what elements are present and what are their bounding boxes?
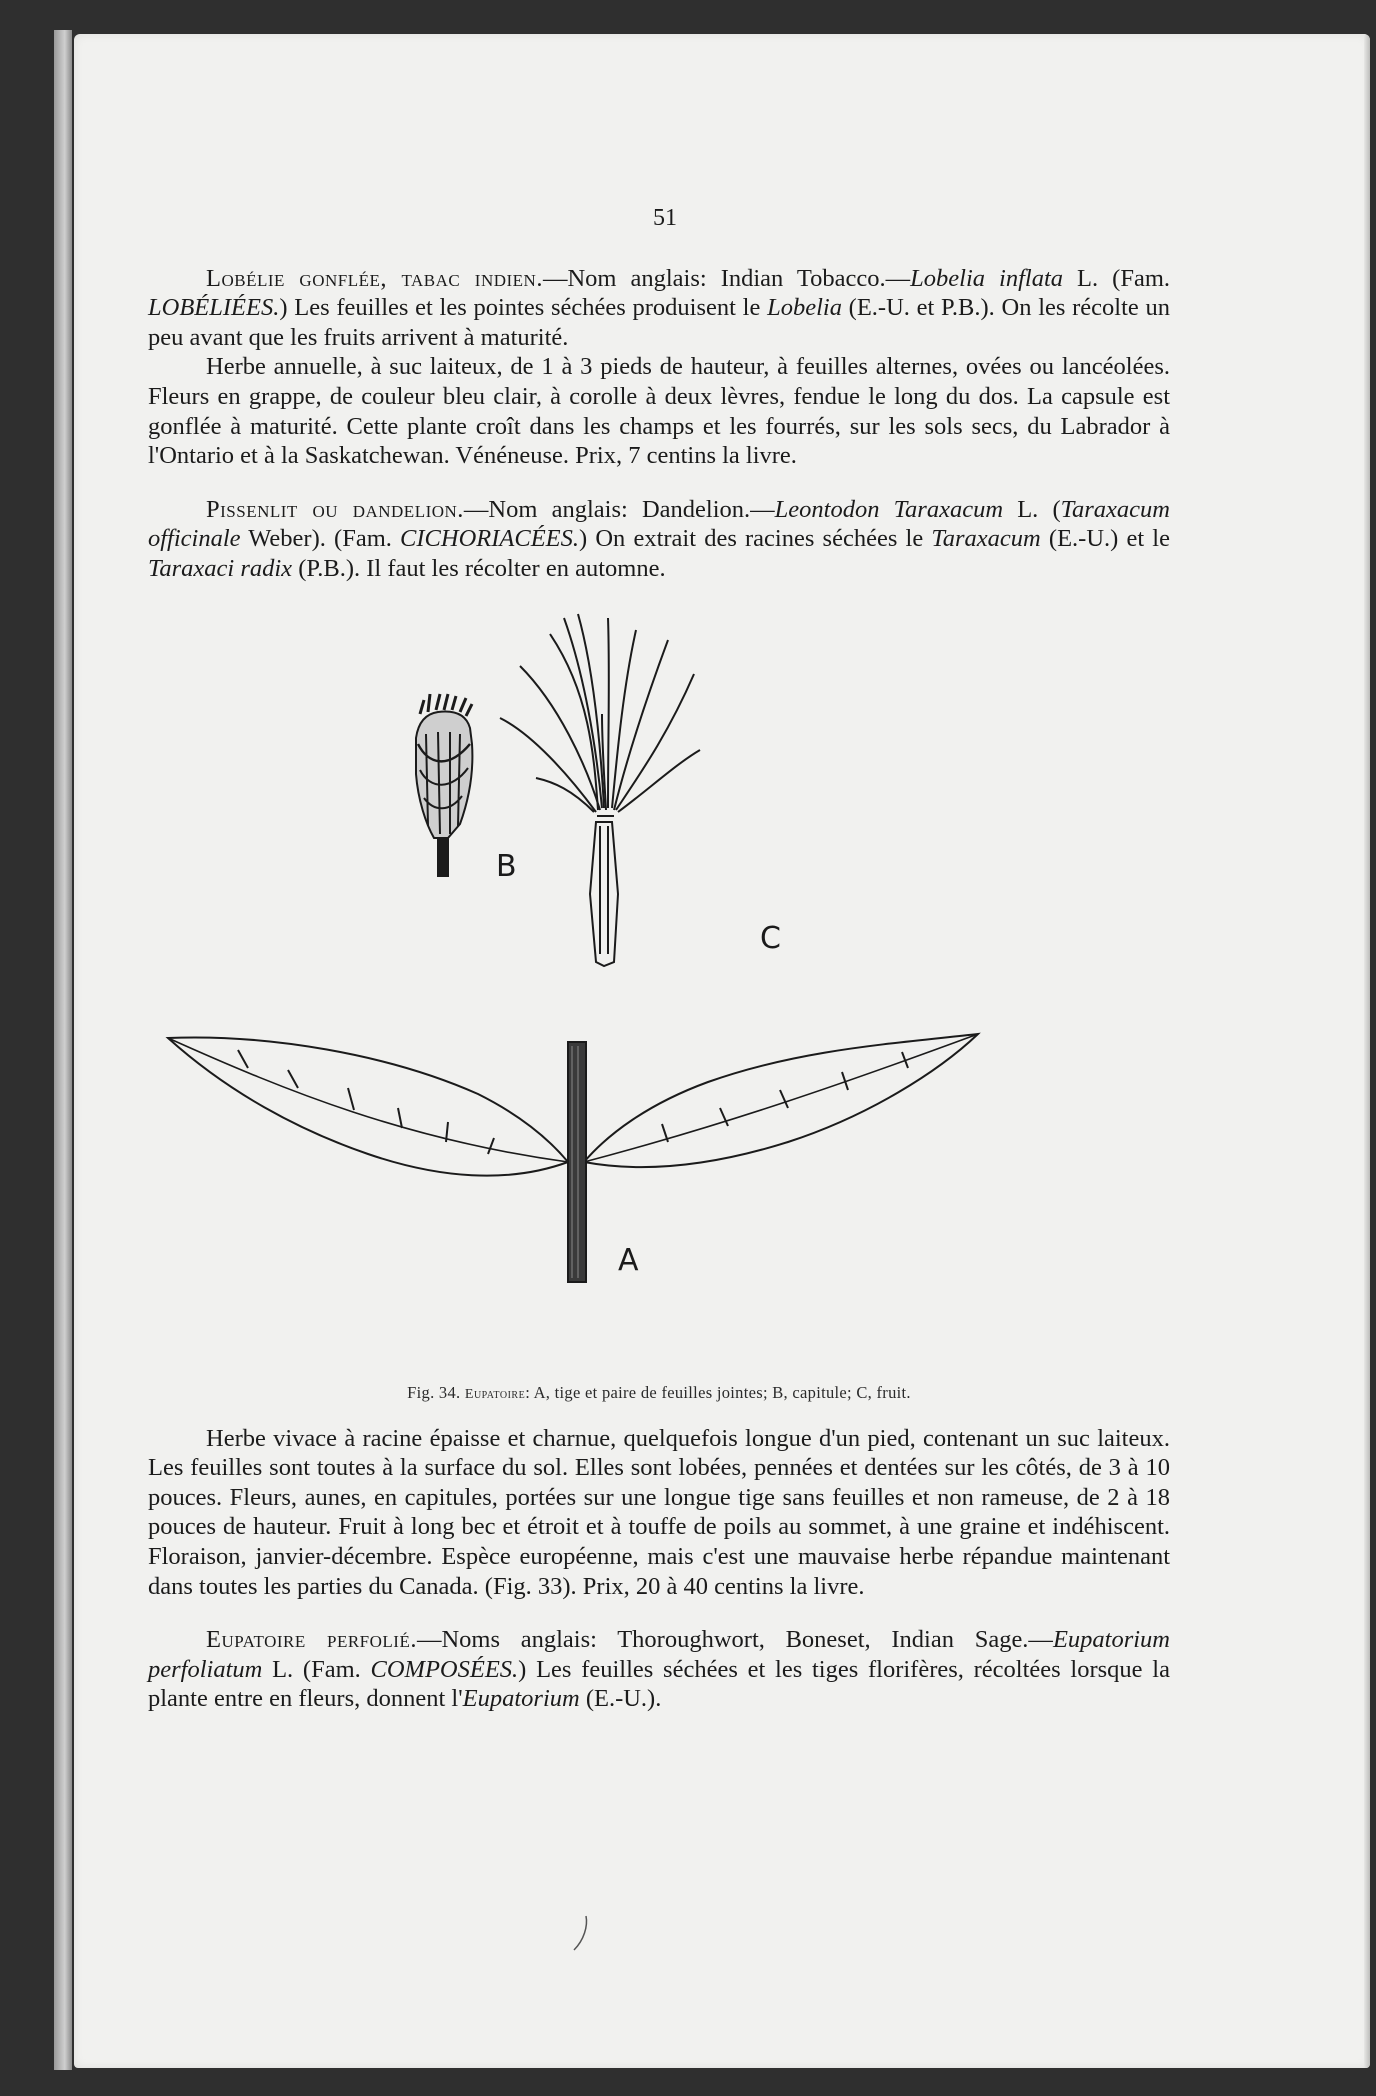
caption-text: : A, tige et paire de feuilles jointes; B, capitule; C, fruit. bbox=[525, 1382, 911, 1402]
figure-34 bbox=[148, 594, 1170, 1424]
eupatoire-text-1: —Noms anglais: Thoroughwort, Boneset, Indian Sage.— bbox=[416, 1626, 1053, 1654]
eupatoire-text-3: ) Les feuilles séchées et les tiges florifères, récoltées lorsque la plante entre en fleurs, donnent l' bbox=[148, 1655, 1170, 1713]
lobelie-latin-2: Lobelia bbox=[767, 294, 842, 322]
eupatoire-text-2: L. (Fam. bbox=[262, 1655, 371, 1683]
page-content bbox=[148, 204, 1170, 1714]
figure-caption bbox=[148, 1378, 1170, 1410]
fruit-illustration bbox=[500, 614, 700, 966]
eupatoire-latin-1: Eupatorium perfoliatum bbox=[148, 1626, 1170, 1683]
book-binding bbox=[54, 30, 72, 2070]
botanical-illustration bbox=[148, 594, 1170, 1424]
pissenlit-title: Pissenlit ou dandelion. bbox=[206, 495, 464, 523]
lobelie-text-4: (E.-U. et P.B.). On les récolte un peu avant que les fruits arrivent à maturité. bbox=[148, 294, 1170, 351]
label-a: A bbox=[618, 1242, 639, 1278]
lobelie-entry bbox=[148, 264, 1170, 353]
pissenlit-family: CICHORIACÉES. bbox=[400, 525, 580, 553]
pissenlit-text-2: L. ( bbox=[1003, 495, 1061, 523]
eupatoire-title: Eupatoire perfolié. bbox=[206, 1626, 417, 1654]
capitule-illustration bbox=[416, 694, 472, 876]
ink-mark bbox=[572, 1914, 592, 1952]
label-c: C bbox=[760, 920, 781, 956]
caption-name: Eupatoire bbox=[464, 1386, 526, 1402]
pissenlit-text-4: ) On extrait des racines séchées le bbox=[579, 525, 932, 553]
label-b: B bbox=[496, 848, 517, 884]
lobelie-latin-1: Lobelia inflata bbox=[910, 264, 1064, 292]
book-page bbox=[74, 34, 1370, 2068]
pissenlit-latin-2: Taraxacum officinale bbox=[148, 495, 1170, 553]
pissenlit-latin-1: Leontodon Taraxacum bbox=[774, 495, 1004, 523]
leaf-pair-illustration bbox=[168, 1034, 978, 1282]
lobelie-description: Herbe annuelle, à suc laiteux, de 1 à 3 pieds de hauteur, à feuilles alternes, ovées ou lancéolées. Fleurs en grappe, de couleur bleu clair, à corolle à deux lèvres, fendue le long du dos. La capsule est gonflée à maturité. Cette plante croît dans les champs et les fourrés, sur les sols secs, du Labrador à l'Ontario et à la Saskatchewan. Vénéneuse. Prix, 7 centins la livre. bbox=[148, 353, 1170, 470]
pissenlit-text-5: (E.-U.) et le bbox=[1040, 525, 1170, 553]
eupatoire-text-4: (E.-U.). bbox=[579, 1685, 662, 1713]
pissenlit-text-6: (P.B.). Il faut les récolter en automne. bbox=[292, 554, 666, 582]
caption-prefix: Fig. 34. bbox=[407, 1382, 461, 1402]
pissenlit-text-3: Weber). (Fam. bbox=[240, 525, 401, 553]
lobelie-text-2: L. (Fam. bbox=[1063, 264, 1170, 292]
eupatoire-entry bbox=[148, 1625, 1170, 1714]
lobelie-text-1: —Nom anglais: Indian Tobacco.— bbox=[542, 264, 911, 292]
eupatoire-family: COMPOSÉES. bbox=[370, 1655, 519, 1683]
lobelie-text-3: ) Les feuilles et les pointes séchées produisent le bbox=[279, 294, 768, 322]
pissenlit-text-1: —Nom anglais: Dandelion.— bbox=[463, 495, 775, 523]
page-number: 51 bbox=[653, 205, 677, 231]
page-edge bbox=[1364, 34, 1370, 2068]
lobelie-family: LOBÉLIÉES. bbox=[148, 294, 280, 322]
pissenlit-latin-3: Taraxacum bbox=[931, 525, 1041, 553]
pissenlit-description: Herbe vivace à racine épaisse et charnue, quelquefois longue d'un pied, contenant un suc laiteux. Les feuilles sont toutes à la surface du sol. Elles sont lobées, pennées et dentées sur les côtés, de 3 à 10 pouces. Fleurs, aunes, en capitules, portées sur une longue tige sans feuilles et non rameuse, de 2 à 18 pouces de hauteur. Fruit à long bec et étroit et à touffe de poils au sommet, à une graine et indéhiscent. Floraison, janvier-décembre. Espèce européenne, mais c'est une mauvaise herbe répandue maintenant dans toutes les parties du Canada. (Fig. 33). Prix, 20 à 40 centins la livre. bbox=[148, 1424, 1170, 1600]
pissenlit-entry bbox=[148, 495, 1170, 584]
eupatoire-latin-2: Eupatorium bbox=[462, 1685, 580, 1713]
lobelie-title: Lobélie gonflée, tabac indien. bbox=[206, 264, 543, 292]
pissenlit-latin-4: Taraxaci radix bbox=[148, 554, 293, 582]
